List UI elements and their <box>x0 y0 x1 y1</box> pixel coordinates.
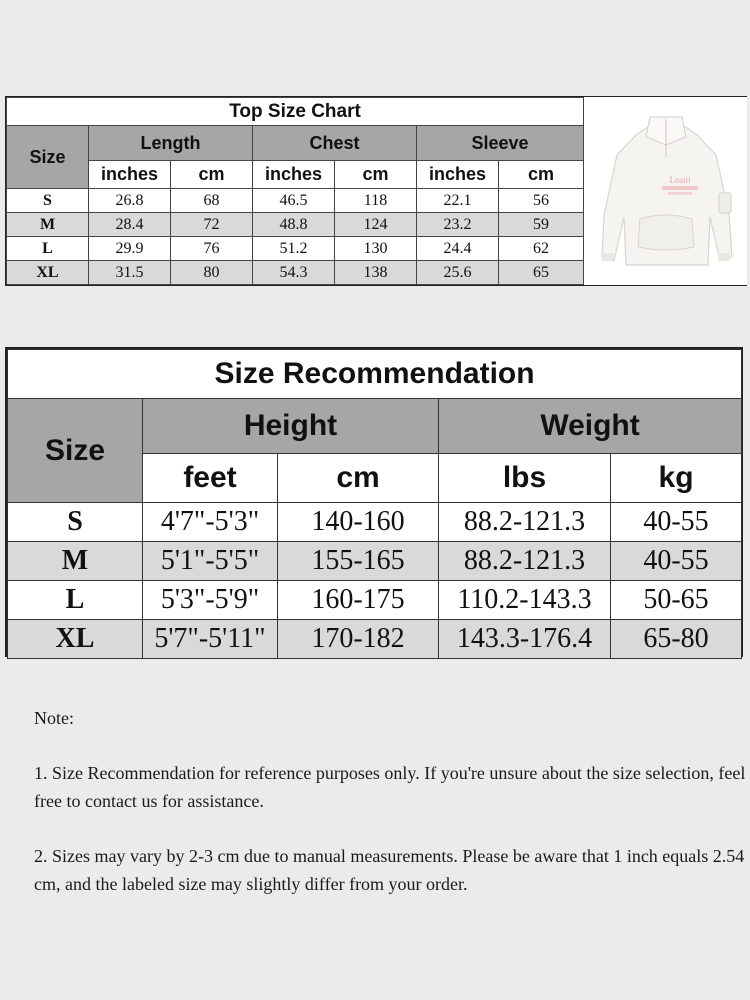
table-cell: 138 <box>335 261 417 285</box>
table-cell: 140-160 <box>278 503 439 542</box>
size-label: XL <box>8 620 143 659</box>
table-cell: 160-175 <box>278 581 439 620</box>
table-cell: 50-65 <box>611 581 742 620</box>
table-cell: 51.2 <box>253 237 335 261</box>
table-cell: 5'3"-5'9" <box>143 581 278 620</box>
unit-header: cm <box>335 161 417 189</box>
table-cell: 24.4 <box>417 237 499 261</box>
table-cell: 62 <box>499 237 584 261</box>
table-cell: 68 <box>171 189 253 213</box>
table-cell: 28.4 <box>89 213 171 237</box>
table-cell: 65 <box>499 261 584 285</box>
unit-header: inches <box>89 161 171 189</box>
table-row <box>7 261 584 285</box>
table-cell: 48.8 <box>253 213 335 237</box>
table-cell: 118 <box>335 189 417 213</box>
size-label: L <box>7 237 89 261</box>
table-cell: 88.2-121.3 <box>439 503 611 542</box>
table-cell: 59 <box>499 213 584 237</box>
table-cell: 25.6 <box>417 261 499 285</box>
unit-header: cm <box>278 454 439 503</box>
product-photo <box>583 97 747 285</box>
size-label: XL <box>7 261 89 285</box>
table-cell: 46.5 <box>253 189 335 213</box>
chest-group-header: Chest <box>253 126 417 161</box>
table-cell: 72 <box>171 213 253 237</box>
top-size-chart-panel <box>5 96 747 286</box>
unit-header: kg <box>611 454 742 503</box>
size-recommendation-panel <box>5 347 743 657</box>
size-recommendation-title: Size Recommendation <box>8 350 742 399</box>
table-cell: 88.2-121.3 <box>439 542 611 581</box>
unit-header: feet <box>143 454 278 503</box>
table-cell: 4'7"-5'3" <box>143 503 278 542</box>
size-column-header: Size <box>7 126 89 189</box>
table-cell: 124 <box>335 213 417 237</box>
table-cell: 40-55 <box>611 542 742 581</box>
top-size-chart-table <box>6 97 584 285</box>
table-row <box>8 503 742 542</box>
size-recommendation-table <box>7 349 742 659</box>
table-cell: 5'7"-5'11" <box>143 620 278 659</box>
table-cell: 31.5 <box>89 261 171 285</box>
table-cell: 110.2-143.3 <box>439 581 611 620</box>
table-cell: 80 <box>171 261 253 285</box>
table-cell: 29.9 <box>89 237 171 261</box>
top-size-chart-title: Top Size Chart <box>7 98 584 126</box>
table-cell: 40-55 <box>611 503 742 542</box>
size-column-header: Size <box>8 399 143 503</box>
table-row <box>7 213 584 237</box>
table-cell: 56 <box>499 189 584 213</box>
table-row <box>7 189 584 213</box>
table-row <box>8 620 742 659</box>
table-cell: 54.3 <box>253 261 335 285</box>
table-cell: 170-182 <box>278 620 439 659</box>
unit-header: lbs <box>439 454 611 503</box>
length-group-header: Length <box>89 126 253 161</box>
unit-header: cm <box>171 161 253 189</box>
table-cell: 155-165 <box>278 542 439 581</box>
white-half-zip-sweatshirt-icon <box>584 97 747 285</box>
note-item: 2. Sizes may vary by 2-3 cm due to manual measurements. Please be aware that 1 inch equals 2.54 cm, and the labeled size may slightly differ from your order. <box>34 846 745 894</box>
chest-print-text: Leaiii <box>669 175 691 185</box>
table-cell: 23.2 <box>417 213 499 237</box>
weight-group-header: Weight <box>439 399 742 454</box>
size-label: M <box>7 213 89 237</box>
table-row <box>7 237 584 261</box>
table-cell: 5'1"-5'5" <box>143 542 278 581</box>
size-label: L <box>8 581 143 620</box>
size-label: M <box>8 542 143 581</box>
sleeve-group-header: Sleeve <box>417 126 584 161</box>
notes-heading: Note: <box>34 708 74 728</box>
notes-section <box>34 704 746 925</box>
table-row <box>8 581 742 620</box>
table-cell: 76 <box>171 237 253 261</box>
table-cell: 65-80 <box>611 620 742 659</box>
size-label: S <box>8 503 143 542</box>
table-row <box>8 542 742 581</box>
unit-header: inches <box>417 161 499 189</box>
table-cell: 130 <box>335 237 417 261</box>
unit-header: cm <box>499 161 584 189</box>
size-label: S <box>7 189 89 213</box>
height-group-header: Height <box>143 399 439 454</box>
table-cell: 22.1 <box>417 189 499 213</box>
table-cell: 143.3-176.4 <box>439 620 611 659</box>
unit-header: inches <box>253 161 335 189</box>
table-cell: 26.8 <box>89 189 171 213</box>
note-item: 1. Size Recommendation for reference purposes only. If you're unsure about the size selection, feel free to contact us for assistance. <box>34 763 746 811</box>
